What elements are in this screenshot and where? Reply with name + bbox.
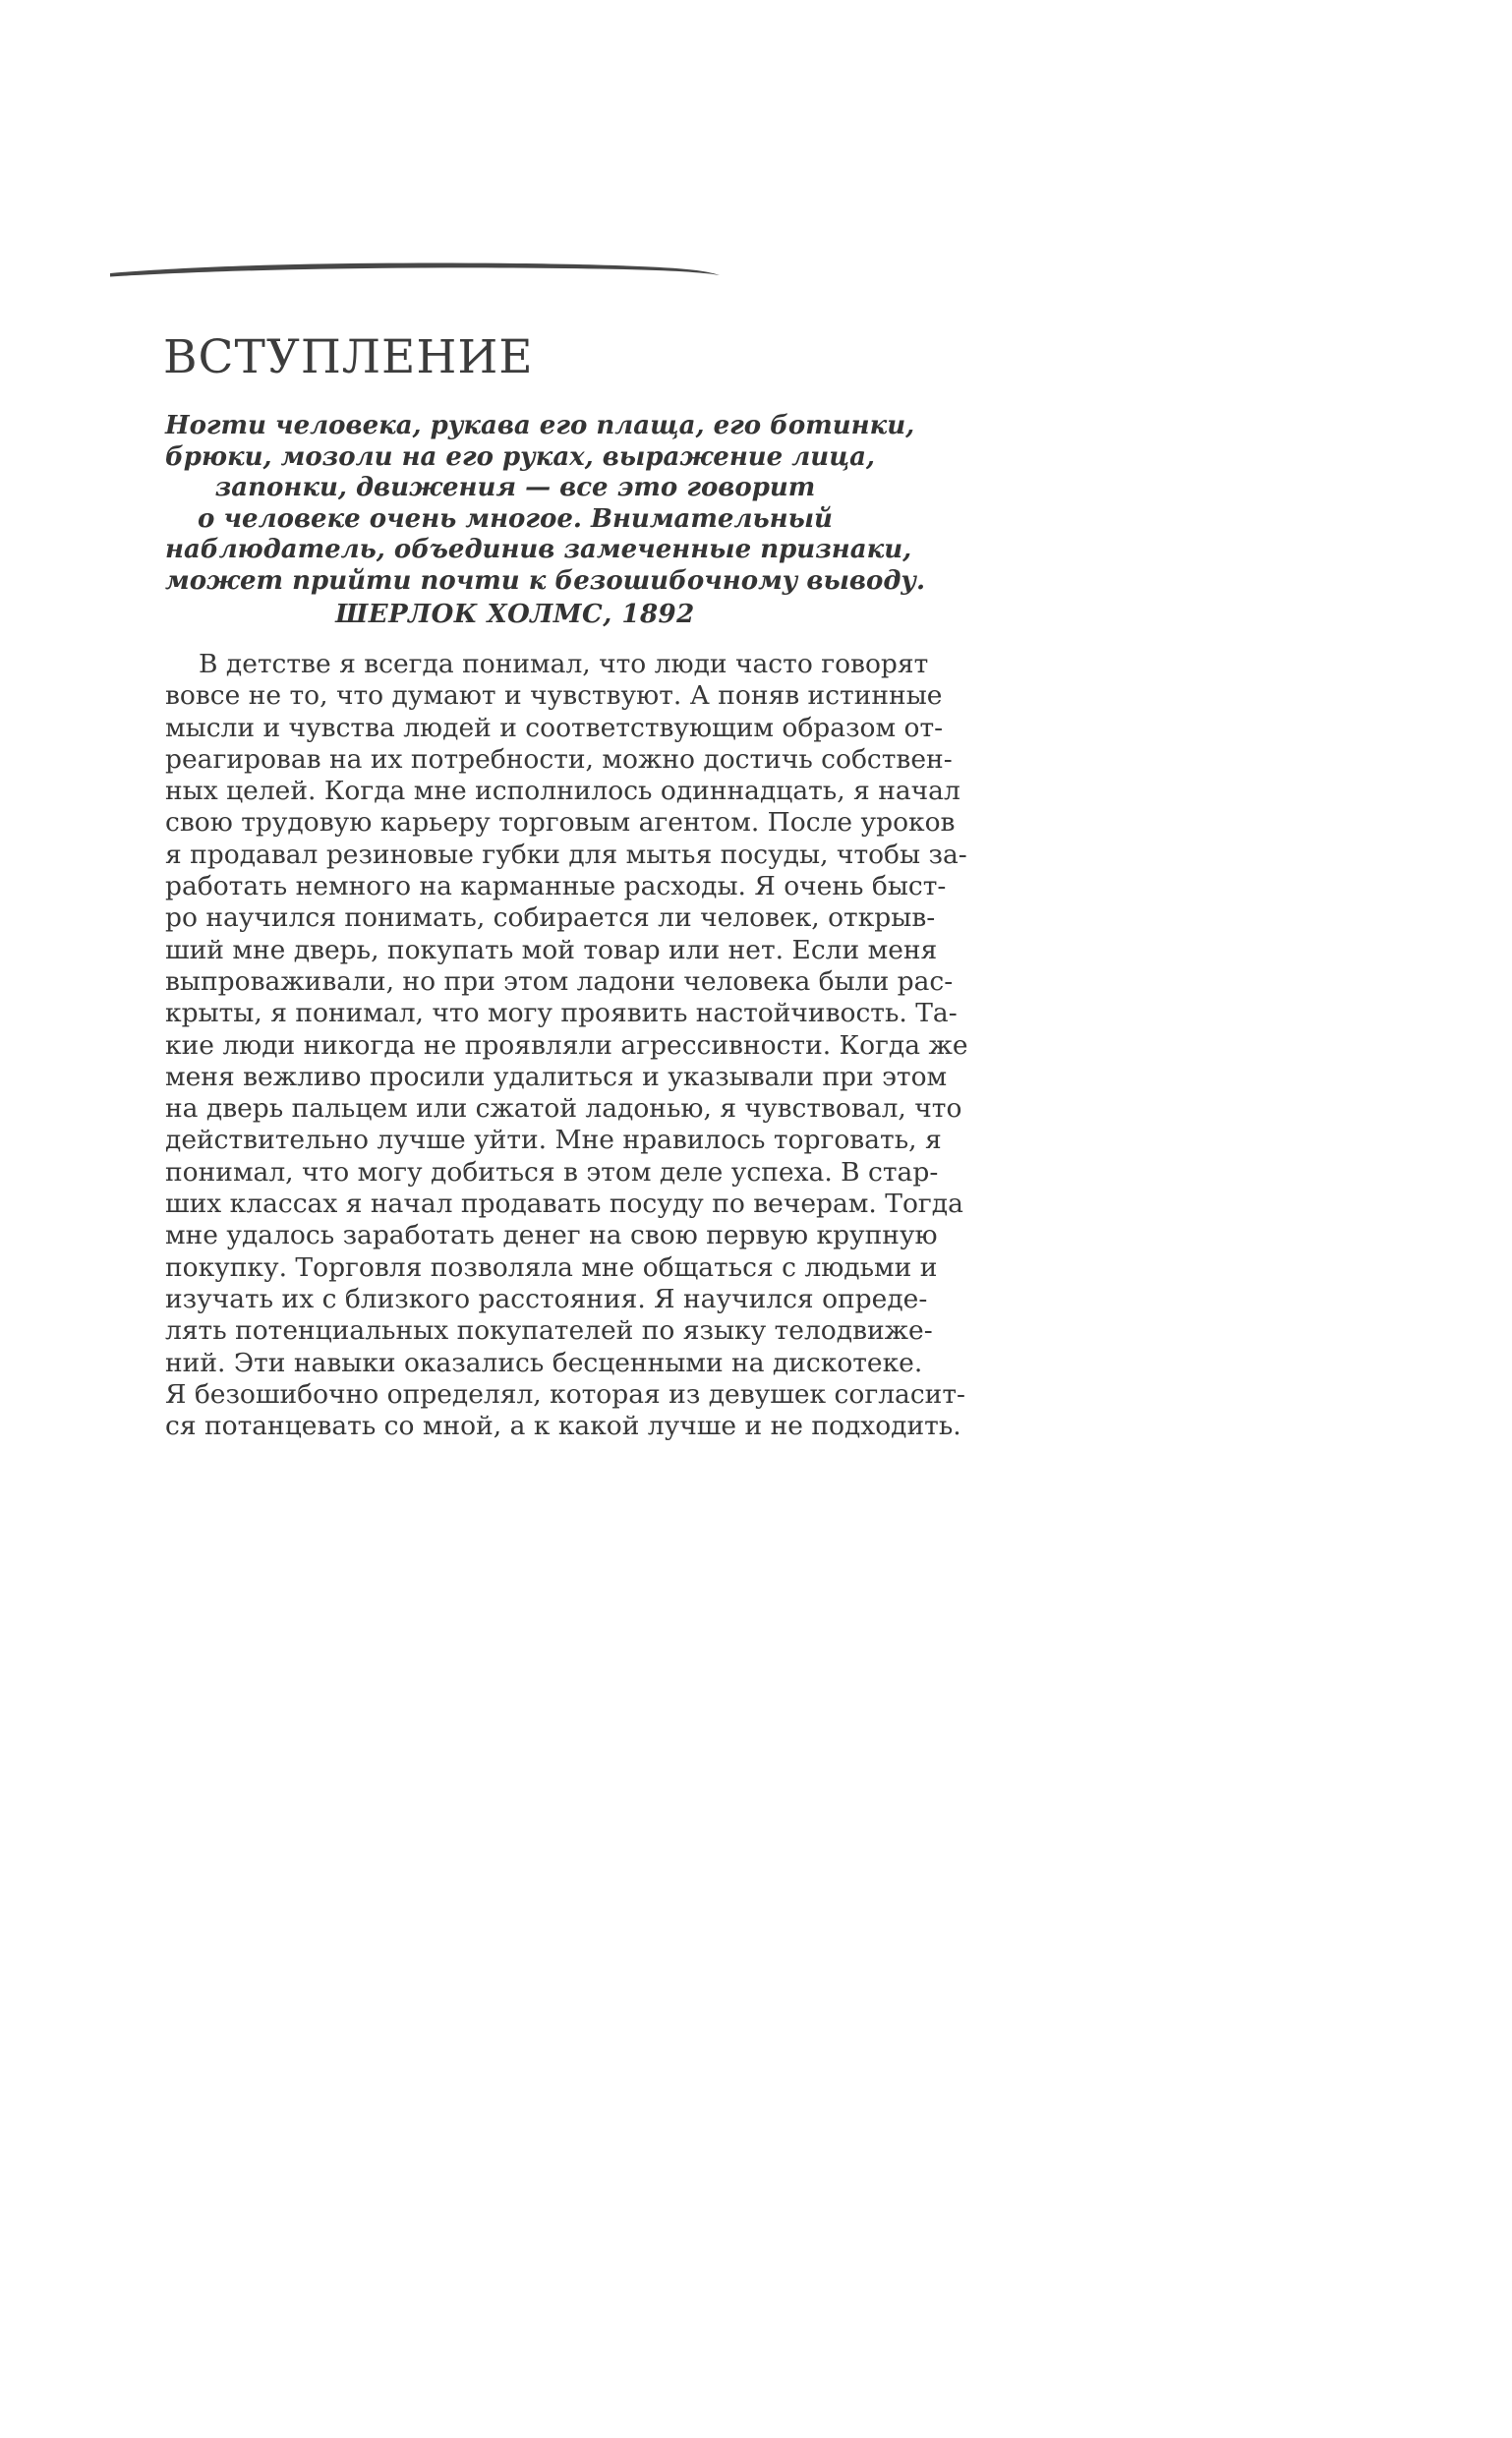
body-text: [165, 649, 968, 1442]
text-line: свою трудовую карьеру торговым агентом. После уроков: [165, 807, 956, 839]
text-line: работать немного на карманные расходы. Я очень быст-: [165, 871, 947, 902]
text-line: действительно лучше уйти. Мне нравилось торговать, я: [165, 1125, 942, 1156]
text-line: ных целей. Когда мне исполнилось одиннадцать, я начал: [165, 776, 960, 807]
text-line: кие люди никогда не проявляли агрессивности. Когда же: [165, 1029, 968, 1061]
text-line: реагировав на их потребности, можно достичь собствен-: [165, 743, 953, 775]
text-line: мне удалось заработать денег на свою первую крупную: [165, 1220, 938, 1251]
text-line: крыты, я понимал, что могу проявить настойчивость. Та-: [165, 998, 958, 1029]
text-line: изучать их с близкого расстояния. Я научился опреде-: [165, 1283, 928, 1314]
text-line: понимал, что могу добиться в этом деле успеха. В стар-: [165, 1156, 939, 1188]
text-line: В детстве я всегда понимал, что люди часто говорят: [199, 649, 929, 679]
text-line: ших классах я начал продавать посуду по вечерам. Тогда: [165, 1189, 963, 1220]
text-line: мысли и чувства людей и соответствующим образом от-: [165, 712, 944, 743]
chapter-title: ВСТУПЛЕНИЕ: [163, 330, 534, 384]
text-line: ся потанцевать со мной, а к какой лучше и не подходить.: [165, 1411, 961, 1442]
text-line: ро научился понимать, собирается ли человек, открыв-: [165, 902, 936, 934]
text-line: Я безошибочно определял, которая из девушек согласит-: [165, 1378, 965, 1410]
epigraph: [165, 411, 926, 598]
text-line: наблюдатель, объединив замеченные признаки,: [165, 535, 912, 565]
text-line: покупку. Торговля позволяла мне общаться с людьми и: [165, 1251, 938, 1283]
text-line: я продавал резиновые губки для мытья посуды, чтобы за-: [165, 839, 967, 870]
text-line: брюки, мозоли на его руках, выражение лица,: [165, 441, 875, 472]
text-line: вовсе не то, что думают и чувствуют. А поняв истинные: [165, 680, 943, 712]
text-line: Ногти человека, рукава его плаща, его ботинки,: [165, 411, 915, 440]
text-line: лять потенциальных покупателей по языку телодвиже-: [165, 1315, 933, 1347]
text-line: меня вежливо просили удалиться и указывали при этом: [165, 1061, 948, 1092]
text-line: может прийти почти к безошибочному выводу.: [165, 565, 926, 596]
text-line: ний. Эти навыки оказались бесценными на дискотеке.: [165, 1347, 923, 1378]
epigraph-attribution: ШЕРЛОК ХОЛМС, 1892: [335, 600, 695, 629]
decorative-rule: [110, 258, 720, 283]
text-line: на дверь пальцем или сжатой ладонью, я чувствовал, что: [165, 1093, 962, 1125]
text-line: о человеке очень многое. Внимательный: [198, 503, 833, 534]
text-line: ший мне дверь, покупать мой товар или нет. Если меня: [165, 934, 938, 965]
text-line: выпроваживали, но при этом ладони человека были рас-: [165, 965, 954, 997]
text-line: запонки, движения — все это говорит: [214, 473, 816, 503]
